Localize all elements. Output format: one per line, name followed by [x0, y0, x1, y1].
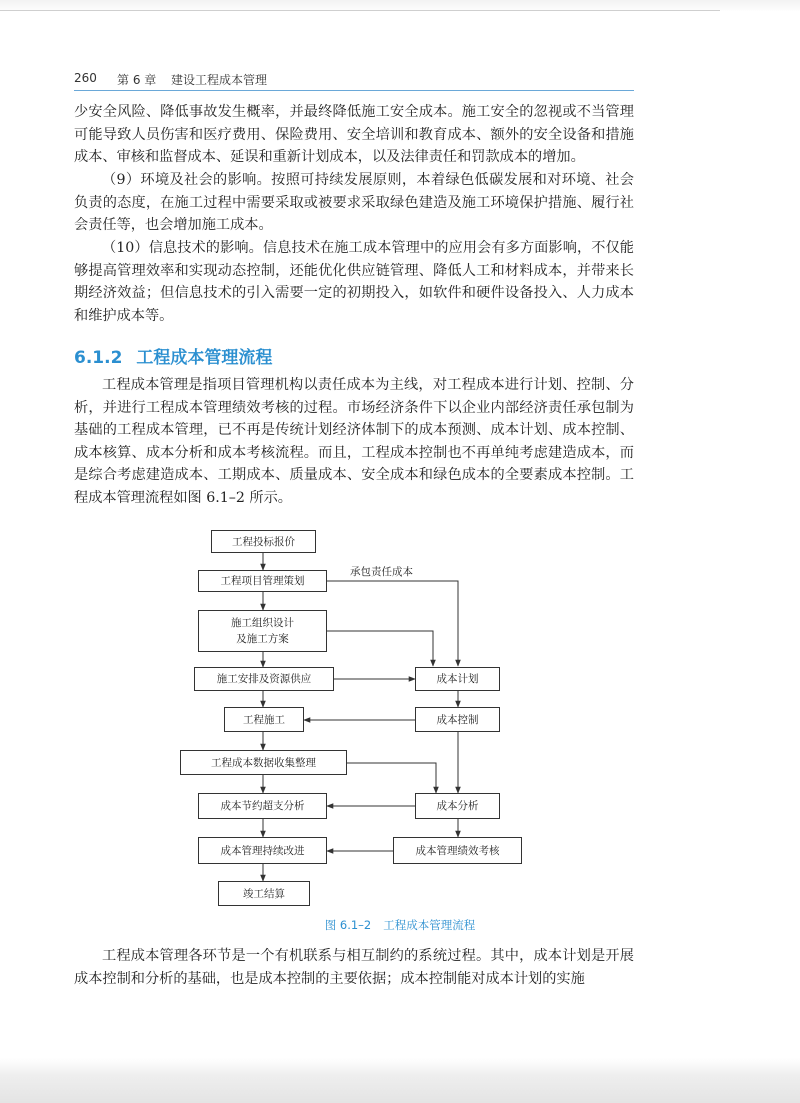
scan-edge-line [0, 10, 720, 11]
flow-box-assessment: 成本管理绩效考核 [393, 837, 522, 864]
section-number: 6.1.2 [74, 348, 123, 368]
flow-box-design-line2: 及施工方案 [236, 633, 289, 645]
flow-box-arrange: 施工安排及资源供应 [194, 667, 334, 691]
figure-number: 图 6.1–2 [324, 918, 372, 932]
flow-box-cost-plan: 成本计划 [415, 667, 500, 691]
paragraph-definition: 工程成本管理是指项目管理机构以责任成本为主线，对工程成本进行计划、控制、分析，并进行工程成本管理绩效考核的过程。市场经济条件下以企业内部经济责任承包制为基础的工程成本管理，已不再是传统计划经济体制下的成本预测、成本计划、成本控制、成本核算、成本分析和成本考核流程。而且，工程成本控制也不再单纯考虑建造成本，而是综合考虑建造成本、工期成本、质量成本、安全成本和绿色成本的全要素成本控制。工程成本管理流程如图 6.1–2 所示。 [74, 377, 634, 506]
flow-box-savings-analysis: 成本节约超支分析 [198, 793, 327, 819]
chapter-title: 建设工程成本管理 [171, 73, 268, 87]
flow-box-construction: 工程施工 [224, 707, 304, 732]
paragraph-it: （10）信息技术的影响。信息技术在施工成本管理中的应用会有多方面影响，不仅能够提高管理效率和实现动态控制，还能优化供应链管理、降低人工和材料成本，并带来长期经济效益；但信息技术的引入需要一定的初期投入，如软件和硬件设备投入、人力成本和维护成本等。 [74, 240, 634, 324]
flow-box-improve: 成本管理持续改进 [198, 837, 327, 864]
flow-box-bid: 工程投标报价 [211, 530, 316, 553]
section-heading [74, 343, 272, 368]
arrow-data-to-analysis [347, 763, 436, 793]
flow-box-settlement: 竣工结算 [218, 881, 310, 906]
scan-bottom-shadow [0, 1058, 800, 1103]
flow-box-design-line1: 施工组织设计 [231, 617, 294, 629]
header-rule [74, 90, 634, 91]
flow-box-cost-control: 成本控制 [415, 707, 500, 732]
paragraph-system: 工程成本管理各环节是一个有机联系与相互制约的系统过程。其中，成本计划是开展成本控制和分析的基础，也是成本控制的主要依据；成本控制能对成本计划的实施 [74, 948, 634, 987]
running-header [74, 71, 634, 91]
arrow-contract-cost [327, 581, 458, 666]
page-number: 260 [74, 71, 97, 85]
flow-box-design [198, 610, 327, 652]
flow-box-data-collect: 工程成本数据收集整理 [180, 750, 347, 775]
flow-box-planning: 工程项目管理策划 [198, 570, 327, 592]
flow-label-contract-cost: 承包责任成本 [350, 566, 413, 578]
chapter-number: 第 6 章 [117, 73, 157, 87]
figure-title: 工程成本管理流程 [383, 918, 476, 932]
figure-caption [0, 917, 800, 933]
paragraph-safety: 少安全风险、降低事故发生概率，并最终降低施工安全成本。施工安全的忽视或不当管理可能导致人员伤害和医疗费用、保险费用、安全培训和教育成本、额外的安全设备和措施成本、审核和监督成本、延误和重新计划成本，以及法律责任和罚款成本的增加。 [74, 104, 634, 165]
section-title: 工程成本管理流程 [136, 348, 273, 368]
paragraph-environment: （9）环境及社会的影响。按照可持续发展原则，本着绿色低碳发展和对环境、社会负责的态度，在施工过程中需要采取或被要求采取绿色建造及施工环境保护措施、履行社会责任等，也会增加施工成本。 [74, 172, 634, 233]
arrow-design-to-plan [327, 631, 433, 666]
flow-box-cost-analysis: 成本分析 [415, 793, 500, 819]
